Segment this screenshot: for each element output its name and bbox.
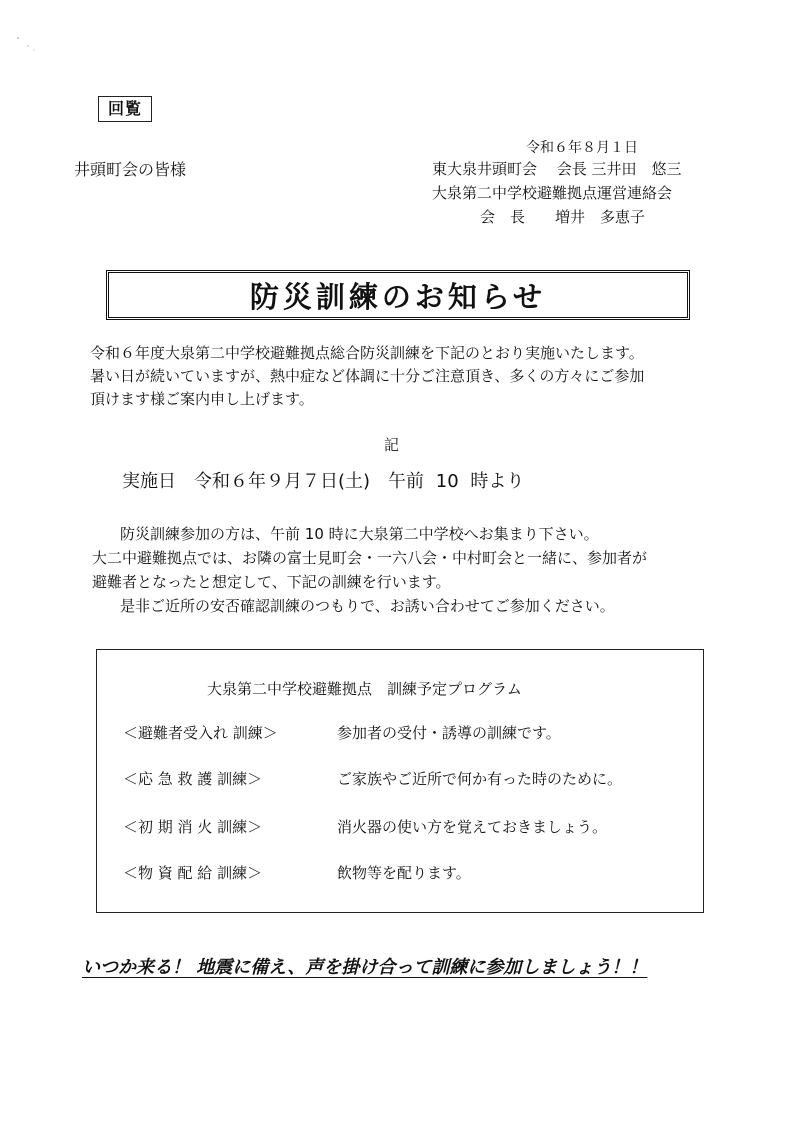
issue-date: 令和６年８月１日: [526, 140, 638, 156]
program-item: [123, 862, 471, 883]
sender-line: 東大泉井頭町会 会長 三井田 悠三: [432, 160, 682, 178]
scan-specks: [14, 34, 38, 54]
program-title: 大泉第二中学校避難拠点 訓練予定プログラム: [207, 680, 522, 698]
program-item-name: ＜物 資 配 給 訓練＞: [123, 864, 263, 882]
slogan: いつか来る！ 地震に備え、声を掛け合って訓練に参加しましょう！！: [82, 957, 648, 978]
program-item: [123, 768, 622, 789]
title-box: [106, 270, 690, 320]
program-item-desc: ご家族やご近所で何か有った時のために。: [337, 770, 623, 788]
program-item-name: ＜初 期 消 火 訓練＞: [123, 818, 263, 836]
program-item: [123, 816, 607, 837]
program-item-desc: 消火器の使い方を覚えておきましょう。: [337, 818, 608, 836]
details-line: 避難者となったと想定して、下記の訓練を行います。: [92, 573, 451, 591]
page-title: 防災訓練のお知らせ: [249, 279, 547, 314]
details-line: 是非ご近所の安否確認訓練のつもりで、お誘い合わせてご参加ください。: [120, 597, 615, 615]
details-line: 防災訓練参加の方は、午前 10 時に大泉第二中学校へお集まり下さい。: [120, 525, 599, 543]
schedule-line: 実施日 令和６年９月７日(土) 午前 10 時より: [122, 471, 525, 492]
program-item-name: ＜応 急 救 護 訓練＞: [123, 770, 263, 788]
kairan-stamp: 回覧: [98, 96, 152, 122]
sender-line: 会 長 増井 多恵子: [480, 208, 646, 226]
intro-paragraph: [90, 342, 720, 411]
program-item-desc: 参加者の受付・誘導の訓練です。: [337, 724, 561, 742]
program-item-desc: 飲物等を配ります。: [337, 864, 471, 882]
sender-line: 大泉第二中学校避難拠点運営連絡会: [432, 184, 673, 202]
program-box: [96, 649, 704, 913]
intro-line: 頂けます様ご案内申し上げます。: [90, 390, 314, 408]
intro-line: 令和６年度大泉第二中学校避難拠点総合防災訓練を下記のとおり実施いたします。: [90, 344, 644, 362]
ki-heading: 記: [384, 436, 400, 454]
addressee: 井頭町会の皆様: [74, 160, 187, 179]
intro-line: 暑い日が続いていますが、熱中症など体調に十分ご注意頂き、多くの方々にご参加: [90, 367, 645, 385]
details-line: 大二中避難拠点では、お隣の富士見町会・一六八会・中村町会と一緒に、参加者が: [92, 549, 648, 567]
details-paragraph: [92, 522, 732, 618]
program-item: [123, 722, 561, 743]
program-item-name: ＜避難者受入れ 訓練＞: [123, 724, 278, 742]
